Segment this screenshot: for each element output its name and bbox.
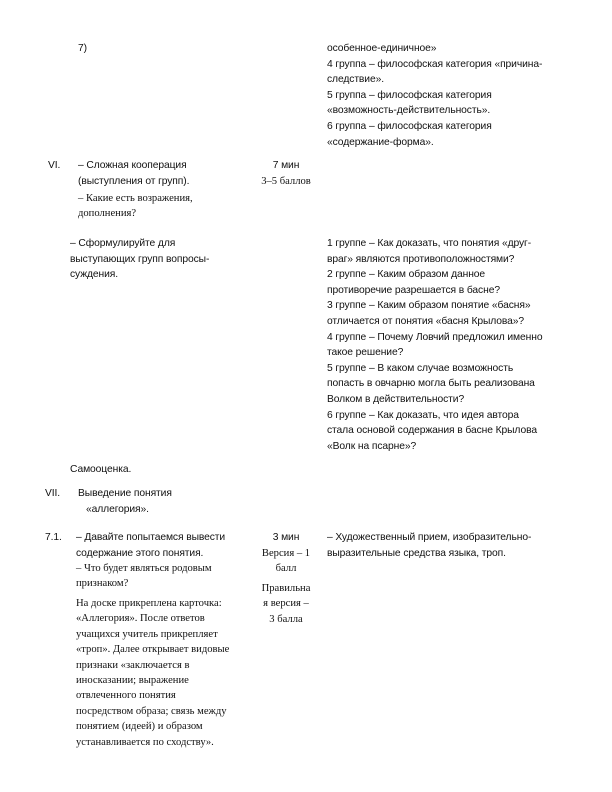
task-line: – Давайте попытаемся вывести — [76, 532, 226, 543]
row-vi-time: 7 мин — [272, 160, 300, 171]
task-line: содержание этого понятия. — [76, 547, 204, 559]
note-line: учащихся учитель прикрепляет — [76, 628, 218, 640]
question-line: «Волк на псарне»? — [327, 440, 417, 452]
note-line: «троп». Далее открывает видовые — [76, 644, 230, 656]
list-line: «возможность-действительность». — [327, 105, 491, 117]
question-line: отличается от понятия «басня Крылова»? — [327, 315, 525, 327]
row-vi-task — [78, 158, 189, 189]
text-line: Выведение понятия — [78, 488, 172, 499]
task-line: – Сложная кооперация — [78, 160, 187, 171]
question-line: – Что будет являться родовым — [76, 563, 212, 574]
row-number-7: 7) — [78, 43, 87, 54]
question-line: попасть в овчарню могла быть реализована — [327, 378, 535, 390]
note-line: На доске прикреплена карточка: — [76, 598, 222, 609]
task-line: (выступления от групп). — [78, 175, 190, 187]
note-line: посредством образа; связь между — [76, 705, 227, 717]
question-line: стала основой содержания в басне Крылова — [327, 425, 537, 437]
list-line: «содержание-форма». — [327, 136, 434, 148]
prompt-line: выступающих групп вопросы- — [70, 253, 210, 265]
points-line: 3 балла — [269, 613, 303, 625]
note-line: признаки «заключается в — [76, 659, 190, 671]
question-line: враг» являются противоположностями? — [327, 253, 515, 265]
list-line: особенное-единичное» — [327, 43, 437, 54]
group-categories-list — [327, 41, 542, 150]
row-7-1-answer — [327, 530, 531, 561]
note-line: отвлеченного понятия — [76, 690, 176, 702]
row-7-1-card-note — [76, 596, 229, 750]
list-line: следствие». — [327, 74, 384, 86]
row-number-7-1: 7.1. — [45, 532, 62, 543]
text-line: «аллегория». — [86, 503, 149, 515]
note-line: понятием (идеей) и образом — [76, 721, 203, 733]
question-line: дополнения? — [78, 208, 137, 220]
row-7-1-task — [76, 530, 225, 561]
note-line: «Аллегория». После ответов — [76, 613, 205, 625]
row-vi-question — [78, 191, 193, 222]
group-questions-list — [327, 236, 542, 454]
row-vii-text — [78, 486, 172, 517]
question-line: 5 группе – В каком случае возможность — [327, 362, 514, 374]
formulate-prompt — [70, 236, 209, 283]
note-line: устанавливается по сходству». — [76, 736, 214, 748]
question-line: 2 группе – Каким образом данное — [327, 269, 486, 281]
row-number-vi: VI. — [48, 160, 61, 171]
question-line: 4 группе – Почему Ловчий предложил именно — [327, 331, 543, 343]
row-7-1-correct-points — [252, 581, 320, 627]
question-line: 1 группе – Как доказать, что понятия «друг- — [327, 238, 532, 249]
row-7-1-question — [76, 561, 212, 592]
question-line: Волком в действительности? — [327, 393, 465, 405]
prompt-line: – Сформулируйте для — [70, 238, 176, 249]
list-line: 4 группа – философская категория «причина- — [327, 58, 543, 70]
row-7-1-time: 3 мин — [272, 532, 300, 543]
self-evaluation: Самооценка. — [70, 464, 132, 475]
points-line: Версия – 1 — [261, 548, 311, 559]
question-line: 3 группе – Каким образом понятие «басня» — [327, 300, 531, 312]
question-line: – Какие есть возражения, — [78, 193, 193, 204]
question-line: противоречие разрешается в басне? — [327, 284, 500, 296]
points-line: я версия – — [263, 598, 309, 610]
points-line: балл — [275, 563, 297, 575]
row-7-1-version-points — [252, 546, 320, 577]
question-line: 6 группе – Как доказать, что идея автора — [327, 409, 519, 421]
points-line: Правильна — [261, 583, 311, 594]
answer-line: выразительные средства языка, троп. — [327, 547, 506, 559]
question-line: такое решение? — [327, 347, 404, 359]
note-line: иносказании; выражение — [76, 675, 189, 687]
list-line: 5 группа – философская категория — [327, 89, 492, 101]
question-line: признаком? — [76, 578, 129, 590]
prompt-line: суждения. — [70, 269, 119, 281]
list-line: 6 группа – философская категория — [327, 120, 492, 132]
row-number-vii: VII. — [45, 488, 61, 499]
answer-line: – Художественный прием, изобразительно- — [327, 532, 532, 543]
row-vi-points: 3–5 баллов — [261, 176, 311, 187]
